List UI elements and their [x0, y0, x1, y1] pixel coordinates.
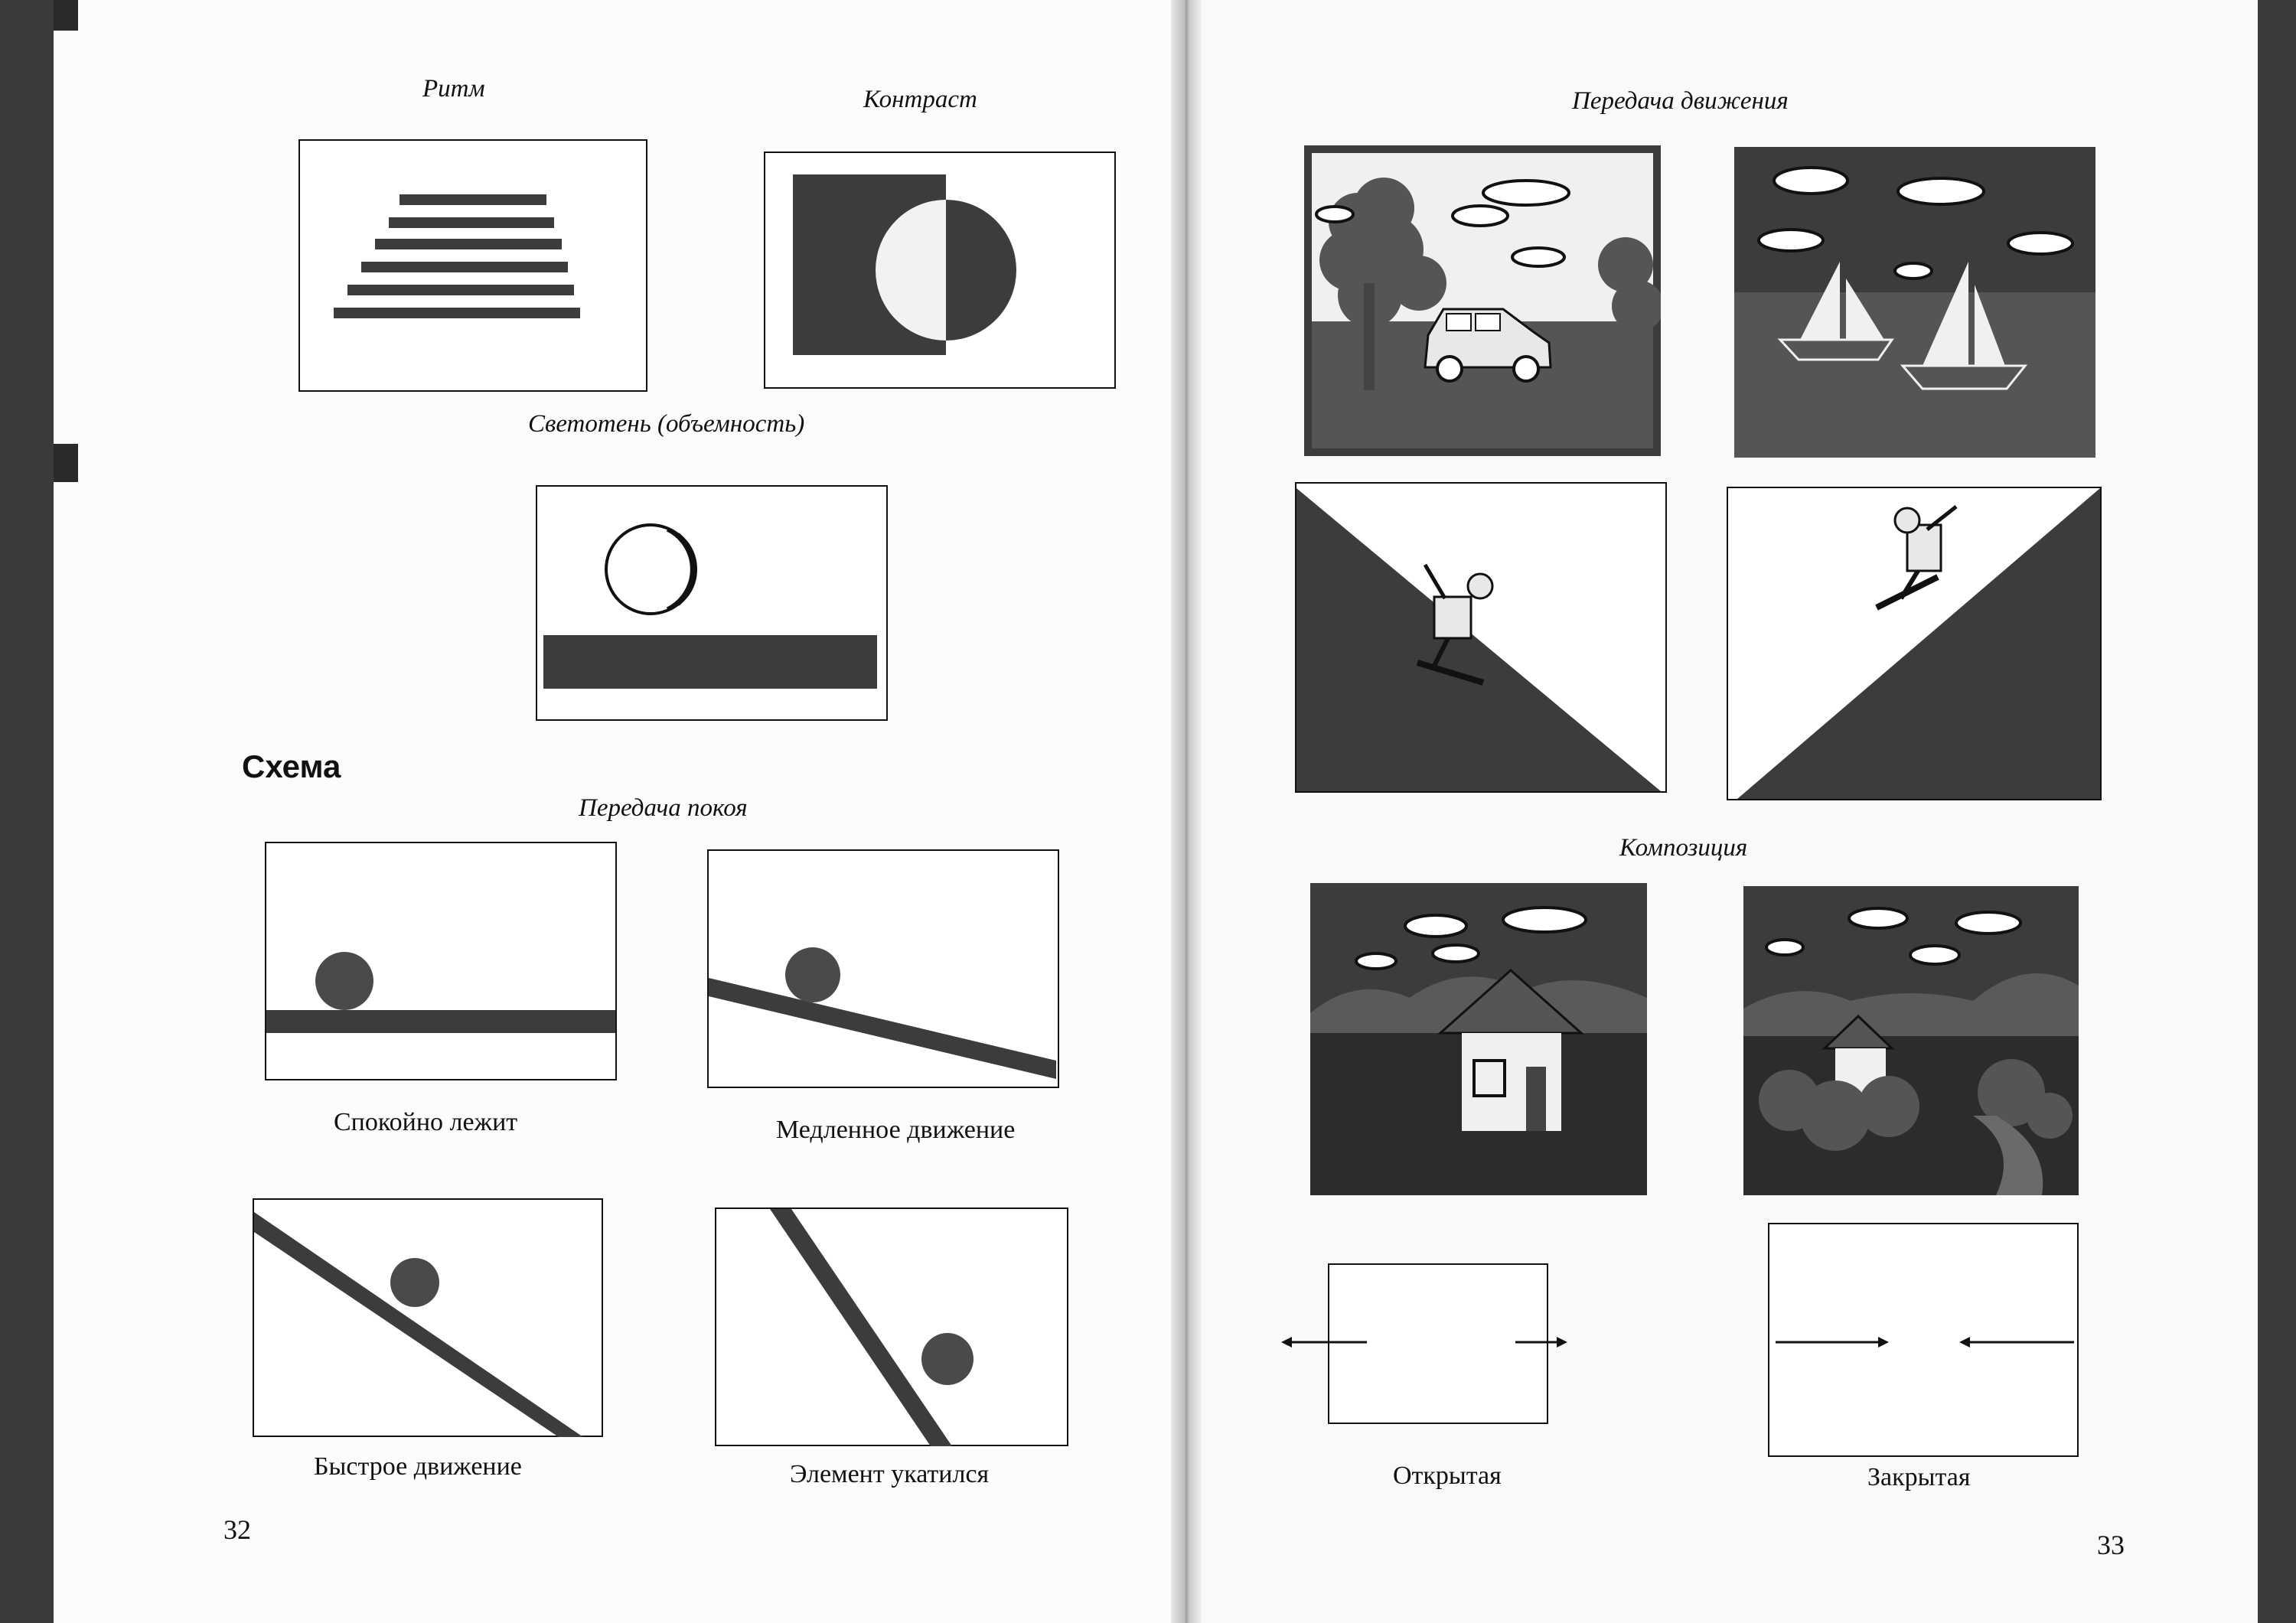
- contrast-figure: [764, 152, 1116, 389]
- label-open: Открытая: [1393, 1462, 1502, 1490]
- car-figure: [1304, 145, 1661, 456]
- open-scheme-figure: [1278, 1255, 1569, 1431]
- skier-up-figure: [1727, 487, 2102, 800]
- skier-down-figure: [1295, 482, 1667, 793]
- caption-chiaroscuro: Светотень (объемность): [528, 410, 805, 438]
- page-number-right: 33: [2097, 1530, 2125, 1560]
- label-rolled: Элемент укатился: [790, 1460, 990, 1488]
- slow-figure: [707, 849, 1059, 1088]
- chiaroscuro-figure: [536, 485, 888, 721]
- calm-figure: [265, 842, 617, 1080]
- closed-scheme-figure: [1768, 1223, 2080, 1458]
- rhythm-figure: [298, 139, 647, 392]
- edge-mark-top: [54, 0, 78, 31]
- sailboats-figure: [1734, 147, 2095, 458]
- caption-composition: Композиция: [1619, 834, 1748, 862]
- label-fast: Быстрое движение: [314, 1452, 522, 1481]
- label-calm: Спокойно лежит: [334, 1108, 518, 1136]
- label-slow: Медленное движение: [776, 1116, 1016, 1144]
- caption-rhythm: Ритм: [422, 75, 485, 103]
- house-closed-figure: [1743, 886, 2079, 1195]
- label-closed: Закрытая: [1867, 1463, 1971, 1491]
- caption-motion: Передача движения: [1572, 87, 1789, 115]
- rolled-figure: [715, 1207, 1068, 1446]
- caption-contrast: Контраст: [863, 86, 977, 113]
- edge-mark-middle: [54, 444, 78, 482]
- book-spine: [1171, 0, 1202, 1623]
- page-number-left: 32: [223, 1514, 251, 1545]
- fast-figure: [253, 1198, 603, 1437]
- house-open-figure: [1310, 883, 1647, 1195]
- caption-rest: Передача покоя: [579, 794, 748, 822]
- section-heading-scheme: Схема: [242, 748, 341, 784]
